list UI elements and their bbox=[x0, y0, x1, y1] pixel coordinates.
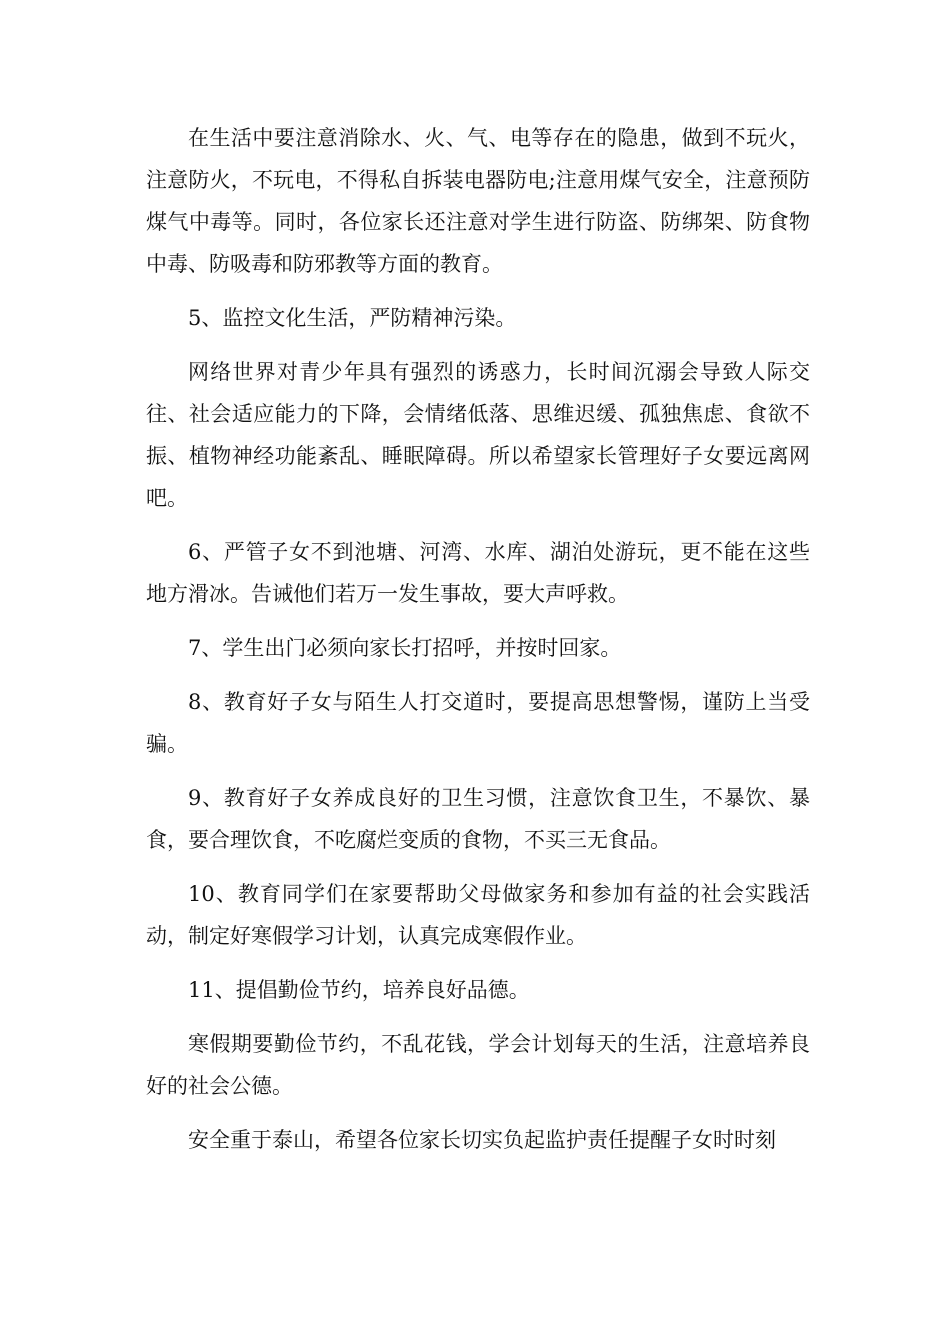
paragraph-item-6: 6、严管子女不到池塘、河湾、水库、湖泊处游玩，更不能在这些地方滑冰。告诫他们若万一发生事故，要大声呼救。 bbox=[146, 540, 810, 606]
paragraph-internet: 网络世界对青少年具有强烈的诱惑力，长时间沉溺会导致人际交往、社会适应能力的下降，会情绪低落、思维迟缓、孤独焦虑、食欲不振、植物神经功能紊乱、睡眠障碍。所以希望家长管理好子女要远离网吧。 bbox=[146, 360, 810, 510]
paragraph-item-10: 10、教育同学们在家要帮助父母做家务和参加有益的社会实践活动，制定好寒假学习计划，认真完成寒假作业。 bbox=[146, 882, 810, 948]
paragraph-item-11-heading: 11、提倡勤俭节约，培养良好品德。 bbox=[188, 978, 530, 1002]
paragraph-item-7: 7、学生出门必须向家长打招呼，并按时回家。 bbox=[188, 636, 622, 660]
document-body bbox=[146, 117, 810, 1173]
paragraph-item-8: 8、教育好子女与陌生人打交道时，要提高思想警惕，谨防上当受骗。 bbox=[146, 690, 810, 756]
paragraph-hazards: 在生活中要注意消除水、火、气、电等存在的隐患，做到不玩火，注意防火，不玩电，不得私自拆装电器防电;注意用煤气安全，注意预防煤气中毒等。同时，各位家长还注意对学生进行防盗、防绑架、防食物中毒、防吸毒和防邪教等方面的教育。 bbox=[146, 126, 810, 276]
paragraph-item-9: 9、教育好子女养成良好的卫生习惯，注意饮食卫生，不暴饮、暴食，要合理饮食，不吃腐烂变质的食物，不买三无食品。 bbox=[146, 786, 810, 852]
paragraph-item-5-heading: 5、监控文化生活，严防精神污染。 bbox=[188, 306, 517, 330]
paragraph-safety-closing: 安全重于泰山，希望各位家长切实负起监护责任提醒子女时时刻 bbox=[188, 1128, 776, 1152]
paragraph-frugality: 寒假期要勤俭节约，不乱花钱，学会计划每天的生活，注意培养良好的社会公德。 bbox=[146, 1032, 810, 1098]
